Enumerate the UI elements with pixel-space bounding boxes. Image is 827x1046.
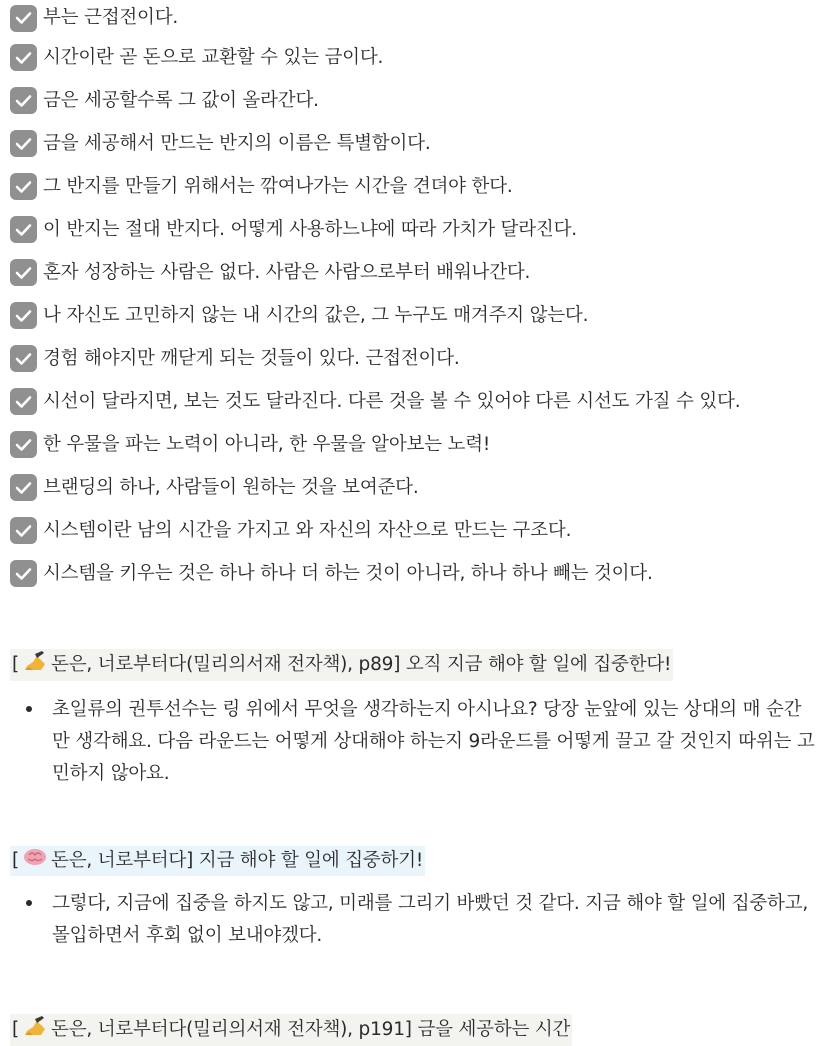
- checklist-item-text: 한 우물을 파는 노력이 아니라, 한 우물을 알아보는 노력!: [43, 433, 491, 455]
- quote-heading-p191: [10, 1014, 572, 1046]
- bullet-text: 그렇다, 지금에 집중을 하지도 않고, 미래를 그리기 바빴던 것 같다. 지금 해야 할 일에 집중하고, 몰입하면서 후회 없이 보내야겠다.: [52, 893, 809, 946]
- checklist-item: [10, 0, 825, 36]
- checklist-item-text: 나 자신도 고민하지 않는 내 시간의 값은, 그 누구도 매겨주지 않는다.: [43, 304, 589, 326]
- checkbox-checked-icon[interactable]: [10, 431, 37, 458]
- checklist-item: [10, 122, 825, 165]
- checklist-item-text: 시스템이란 남의 시간을 가지고 와 자신의 자산으로 만드는 구조다.: [43, 519, 572, 541]
- checkbox-checked-icon[interactable]: [10, 388, 37, 415]
- bracket-open: [: [12, 850, 20, 871]
- bullet-list-1: [26, 694, 816, 790]
- checklist-item-text: 브랜딩의 하나, 사람들이 원하는 것을 보여준다.: [43, 476, 419, 498]
- quote-heading-text: 돈은, 너로부터다] 지금 해야 할 일에 집중하기!: [51, 850, 424, 871]
- checkbox-checked-icon[interactable]: [10, 216, 37, 243]
- checklist-item: [10, 509, 825, 552]
- quote-heading-p89: [10, 649, 673, 681]
- checkbox-checked-icon[interactable]: [10, 130, 37, 157]
- bullet-dot: [26, 706, 32, 712]
- checklist-item-text: 부는 근접전이다.: [43, 7, 179, 28]
- checkbox-checked-icon[interactable]: [10, 560, 37, 587]
- list-item: [26, 694, 816, 790]
- checkbox-checked-icon[interactable]: [10, 173, 37, 200]
- checkbox-checked-icon[interactable]: [10, 44, 37, 71]
- writing-hand-icon: [23, 1015, 47, 1045]
- checklist-item-text: 혼자 성장하는 사람은 없다. 사람은 사람으로부터 배워나간다.: [43, 261, 531, 283]
- quote-heading-brain: [10, 846, 425, 876]
- bullet-list-2: [26, 888, 816, 952]
- checklist-item-text: 금을 세공해서 만드는 반지의 이름은 특별함이다.: [43, 132, 431, 154]
- checklist-item: [10, 251, 825, 294]
- checklist-item: [10, 337, 825, 380]
- checklist-item-text: 시스템을 키우는 것은 하나 하나 더 하는 것이 아니라, 하나 하나 빼는 것이다.: [43, 562, 653, 584]
- checklist-item: [10, 552, 825, 595]
- checklist: [10, 0, 825, 595]
- writing-hand-icon: [23, 650, 47, 680]
- checkbox-checked-icon[interactable]: [10, 474, 37, 501]
- checkbox-checked-icon[interactable]: [10, 302, 37, 329]
- checklist-item: [10, 466, 825, 509]
- checklist-item: [10, 165, 825, 208]
- quote-heading-text: 돈은, 너로부터다(밀리의서재 전자책), p191] 금을 세공하는 시간: [51, 1019, 571, 1040]
- checklist-item: [10, 36, 825, 79]
- checklist-item: [10, 380, 825, 423]
- checkbox-checked-icon[interactable]: [10, 345, 37, 372]
- checklist-item: [10, 208, 825, 251]
- list-item: [26, 888, 816, 952]
- checklist-item-text: 금은 세공할수록 그 값이 올라간다.: [43, 89, 319, 111]
- checklist-item-text: 그 반지를 만들기 위해서는 깎여나가는 시간을 견뎌야 한다.: [43, 175, 513, 197]
- bracket-open: [: [12, 1019, 20, 1040]
- checkbox-checked-icon[interactable]: [10, 5, 37, 32]
- bullet-text: 초일류의 권투선수는 링 위에서 무엇을 생각하는지 아시나요? 당장 눈앞에 있는 상대의 매 순간만 생각해요. 다음 라운드는 어떻게 상대해야 하는지 9라운드를 어떻게 끌고 갈 것인지 따위는 고민하지 않아요.: [52, 699, 815, 784]
- checklist-item-text: 시간이란 곧 돈으로 교환할 수 있는 금이다.: [43, 46, 384, 68]
- quote-heading-text: 돈은, 너로부터다(밀리의서재 전자책), p89] 오직 지금 해야 할 일에 집중한다!: [51, 654, 672, 675]
- checklist-item: [10, 294, 825, 337]
- checkbox-checked-icon[interactable]: [10, 259, 37, 286]
- checklist-item-text: 이 반지는 절대 반지다. 어떻게 사용하느냐에 따라 가치가 달라진다.: [43, 218, 577, 240]
- checklist-item: [10, 423, 825, 466]
- checkbox-checked-icon[interactable]: [10, 87, 37, 114]
- checklist-item-text: 시선이 달라지면, 보는 것도 달라진다. 다른 것을 볼 수 있어야 다른 시선도 가질 수 있다.: [43, 390, 741, 412]
- bullet-dot: [26, 900, 32, 906]
- checkbox-checked-icon[interactable]: [10, 517, 37, 544]
- checklist-item: [10, 79, 825, 122]
- checklist-item-text: 경험 해야지만 깨닫게 되는 것들이 있다. 근접전이다.: [43, 347, 460, 369]
- bracket-open: [: [12, 654, 20, 675]
- brain-icon: [23, 847, 47, 875]
